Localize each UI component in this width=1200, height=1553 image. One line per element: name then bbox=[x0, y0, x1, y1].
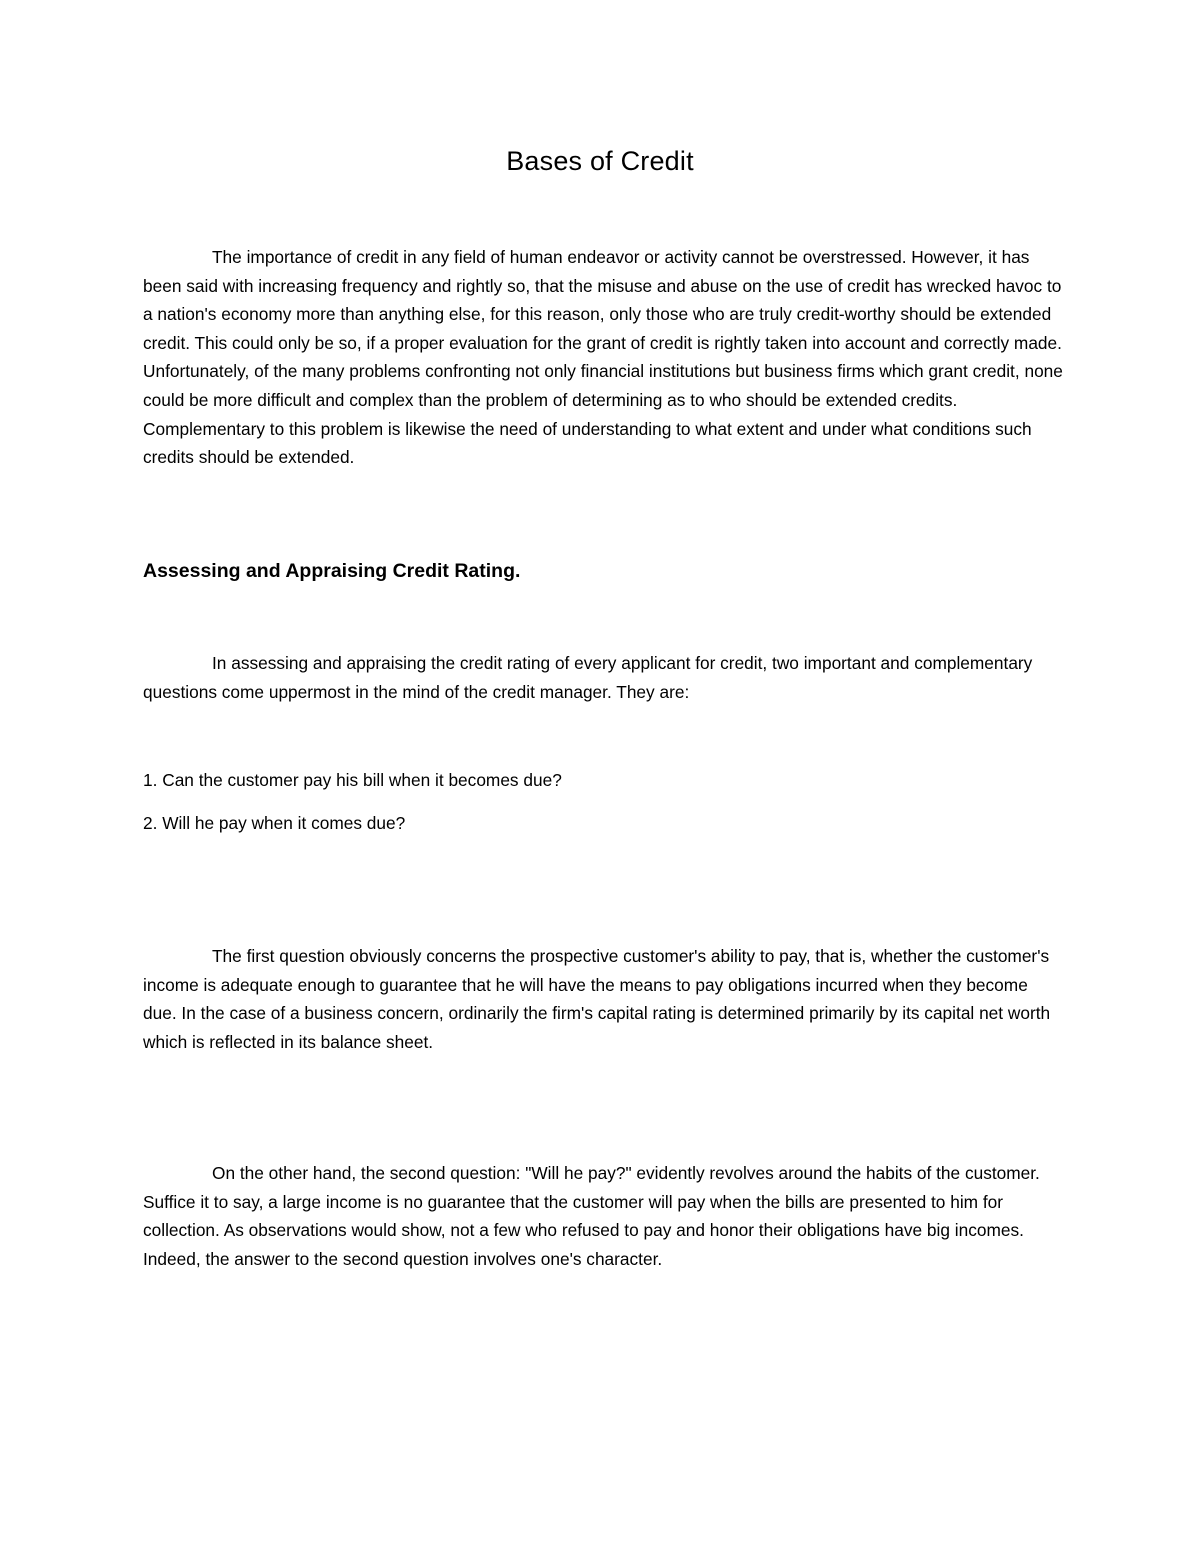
first-question-paragraph: The first question obviously concerns the prospective customer's ability to pay, that is, whether the customer's income is adequate enough to guarantee that he will have the means to pay obligations incurred when they become due. In the case of a business concern, ordinarily the firm's capital rating is determined primarily by its capital net worth which is reflected in its balance sheet. bbox=[143, 946, 1051, 1052]
section-intro-paragraph: In assessing and appraising the credit rating of every applicant for credit, two important and complementary questions come uppermost in the mind of the credit manager. They are: bbox=[143, 653, 1033, 702]
list-item: 2. Will he pay when it comes due? bbox=[143, 813, 406, 833]
list-item: 1. Can the customer pay his bill when it becomes due? bbox=[143, 770, 562, 790]
second-question-paragraph: On the other hand, the second question: "Will he pay?" evidently revolves around the habits of the customer. Suffice it to say, a large income is no guarantee that the customer will pay when the bills are presented to him for collection. As observations would show, not a few who refused to pay and honor their obligations have big incomes. Indeed, the answer to the second question involves one's character. bbox=[143, 1163, 1040, 1269]
document-title: Bases of Credit bbox=[506, 146, 694, 176]
intro-paragraph: The importance of credit in any field of human endeavor or activity cannot be overstressed. However, it has been said with increasing frequency and rightly so, that the misuse and abuse on the use of credit has wrecked havoc to a nation's economy more than anything else, for this reason, only those who are truly credit-worthy should be extended credit. This could only be so, if a proper evaluation for the grant of credit is rightly taken into account and correctly made. Unfortunately, of the many problems confronting not only financial institutions but business firms which grant credit, none could be more difficult and complex than the problem of determining as to who should be extended credits. Complementary to this problem is likewise the need of understanding to what extent and under what conditions such credits should be extended. bbox=[143, 247, 1063, 468]
section-heading: Assessing and Appraising Credit Rating. bbox=[143, 560, 521, 582]
